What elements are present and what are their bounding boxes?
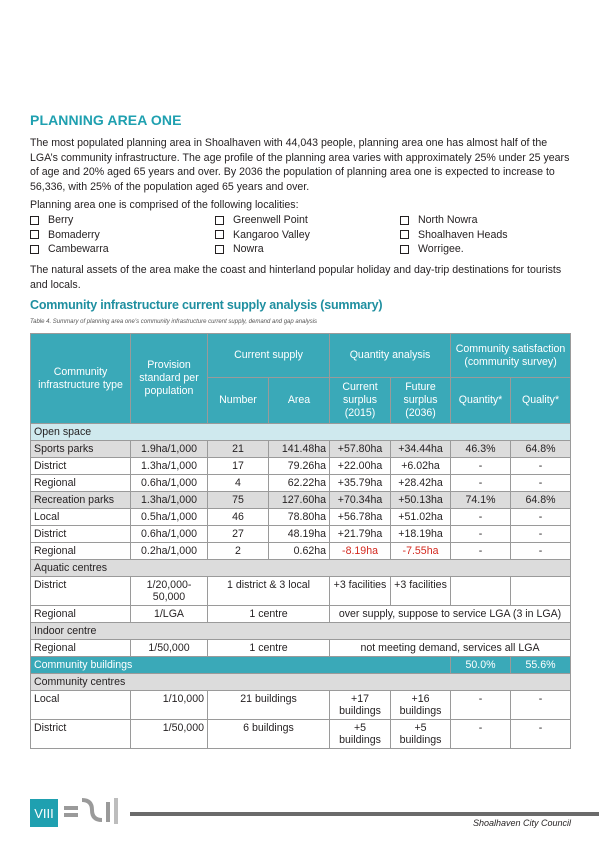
cell: 46.3% bbox=[451, 441, 511, 458]
cell: over supply, suppose to service LGA (3 in LGA) bbox=[330, 606, 571, 623]
cell: 1/50,000 bbox=[131, 720, 208, 749]
checkbox-icon bbox=[30, 230, 39, 239]
cell: +56.78ha bbox=[330, 509, 391, 526]
table-row bbox=[31, 475, 571, 492]
cell: +28.42ha bbox=[391, 475, 451, 492]
negative-value: -8.19ha bbox=[330, 543, 391, 560]
cell bbox=[511, 577, 571, 606]
cell: +57.80ha bbox=[330, 441, 391, 458]
cell bbox=[451, 577, 511, 606]
localities-list bbox=[30, 213, 570, 257]
cell: Local bbox=[31, 691, 131, 720]
table-row bbox=[31, 691, 571, 720]
cell: Regional bbox=[31, 475, 131, 492]
header-quantity-analysis: Quantity analysis bbox=[330, 334, 451, 378]
cell: - bbox=[451, 475, 511, 492]
cell: 0.6ha/1,000 bbox=[131, 526, 208, 543]
cell: +5 buildings bbox=[330, 720, 391, 749]
cell: 1/20,000-50,000 bbox=[131, 577, 208, 606]
cell: +17 buildings bbox=[330, 691, 391, 720]
checkbox-icon bbox=[400, 216, 409, 225]
cell: 50.0% bbox=[451, 657, 511, 674]
negative-value: -7.55ha bbox=[391, 543, 451, 560]
table-row bbox=[31, 509, 571, 526]
group-open-space: Open space bbox=[31, 424, 571, 441]
cell: - bbox=[451, 691, 511, 720]
natural-assets-paragraph: The natural assets of the area make the coast and hinterland popular holiday and day-trip destinations for tourists and locals. bbox=[30, 264, 562, 291]
cell: +6.02ha bbox=[391, 458, 451, 475]
cell: - bbox=[451, 458, 511, 475]
locality-item: Shoalhaven Heads bbox=[400, 228, 570, 243]
header-quality: Quality* bbox=[511, 378, 571, 424]
cell: District bbox=[31, 720, 131, 749]
cell: 1 centre bbox=[208, 606, 330, 623]
checkbox-icon bbox=[400, 245, 409, 254]
cell: - bbox=[511, 458, 571, 475]
locality-item: Cambewarra bbox=[30, 242, 215, 257]
cell: 1.3ha/1,000 bbox=[131, 458, 208, 475]
cell: +21.79ha bbox=[330, 526, 391, 543]
cell: 1 district & 3 local bbox=[208, 577, 330, 606]
cell: - bbox=[511, 543, 571, 560]
page-title: PLANNING AREA ONE bbox=[30, 112, 182, 128]
locality-item: Bomaderry bbox=[30, 228, 215, 243]
cell: 4 bbox=[208, 475, 269, 492]
section-title: Community infrastructure current supply analysis (summary) bbox=[30, 298, 383, 312]
cell: +34.44ha bbox=[391, 441, 451, 458]
cell: 0.6ha/1,000 bbox=[131, 475, 208, 492]
cell: 46 bbox=[208, 509, 269, 526]
cell: 21 bbox=[208, 441, 269, 458]
cell: 17 bbox=[208, 458, 269, 475]
header-quantity: Quantity* bbox=[451, 378, 511, 424]
cell: +22.00ha bbox=[330, 458, 391, 475]
cell: 1.9ha/1,000 bbox=[131, 441, 208, 458]
cell: Regional bbox=[31, 543, 131, 560]
cell: 6 buildings bbox=[208, 720, 330, 749]
cell: 27 bbox=[208, 526, 269, 543]
checkbox-icon bbox=[400, 230, 409, 239]
cell: - bbox=[511, 691, 571, 720]
cell: 127.60ha bbox=[269, 492, 330, 509]
cell: 62.22ha bbox=[269, 475, 330, 492]
cell: 21 buildings bbox=[208, 691, 330, 720]
cell: +35.79ha bbox=[330, 475, 391, 492]
infrastructure-table bbox=[30, 333, 571, 749]
locality-item: Worrigee. bbox=[400, 242, 570, 257]
page-number: VIII bbox=[30, 799, 58, 827]
cell: - bbox=[511, 475, 571, 492]
checkbox-icon bbox=[30, 216, 39, 225]
cell: 0.5ha/1,000 bbox=[131, 509, 208, 526]
cell: +50.13ha bbox=[391, 492, 451, 509]
cell: 74.1% bbox=[451, 492, 511, 509]
cell: 78.80ha bbox=[269, 509, 330, 526]
checkbox-icon bbox=[215, 230, 224, 239]
table-row bbox=[31, 577, 571, 606]
table-row bbox=[31, 606, 571, 623]
checkbox-icon bbox=[215, 216, 224, 225]
cell: +51.02ha bbox=[391, 509, 451, 526]
cell: 1 centre bbox=[208, 640, 330, 657]
header-future-surplus: Future surplus (2036) bbox=[391, 378, 451, 424]
cell: - bbox=[511, 526, 571, 543]
cell: +3 facilities bbox=[330, 577, 391, 606]
header-area: Area bbox=[269, 378, 330, 424]
locality-item: Kangaroo Valley bbox=[215, 228, 400, 243]
cell: +16 buildings bbox=[391, 691, 451, 720]
cell: Regional bbox=[31, 640, 131, 657]
cell: +3 facilities bbox=[391, 577, 451, 606]
checkbox-icon bbox=[30, 245, 39, 254]
cell: - bbox=[511, 720, 571, 749]
table-row bbox=[31, 543, 571, 560]
cell: +70.34ha bbox=[330, 492, 391, 509]
council-logo-icon bbox=[62, 796, 128, 826]
cell: not meeting demand, services all LGA bbox=[330, 640, 571, 657]
locality-item: Berry bbox=[30, 213, 215, 228]
footer-council-name: Shoalhaven City Council bbox=[472, 818, 571, 828]
cell: 141.48ha bbox=[269, 441, 330, 458]
table-row bbox=[31, 657, 571, 674]
cell: Recreation parks bbox=[31, 492, 131, 509]
header-type: Community infrastructure type bbox=[31, 334, 131, 424]
header-current-surplus: Current surplus (2015) bbox=[330, 378, 391, 424]
group-indoor: Indoor centre bbox=[31, 623, 571, 640]
table-row bbox=[31, 720, 571, 749]
cell: 1/LGA bbox=[131, 606, 208, 623]
cell: District bbox=[31, 526, 131, 543]
cell: - bbox=[511, 509, 571, 526]
group-aquatic: Aquatic centres bbox=[31, 560, 571, 577]
header-current-supply: Current supply bbox=[208, 334, 330, 378]
cell: District bbox=[31, 577, 131, 606]
cell: 79.26ha bbox=[269, 458, 330, 475]
cell: 64.8% bbox=[511, 492, 571, 509]
cell: 64.8% bbox=[511, 441, 571, 458]
cell: 55.6% bbox=[511, 657, 571, 674]
cell: 48.19ha bbox=[269, 526, 330, 543]
cell: 0.2ha/1,000 bbox=[131, 543, 208, 560]
locality-item: Nowra bbox=[215, 242, 400, 257]
locality-item: North Nowra bbox=[400, 213, 570, 228]
cell: Sports parks bbox=[31, 441, 131, 458]
cell: Regional bbox=[31, 606, 131, 623]
cell: - bbox=[451, 526, 511, 543]
cell: District bbox=[31, 458, 131, 475]
group-community-centres: Community centres bbox=[31, 674, 571, 691]
intro-paragraph: The most populated planning area in Shoalhaven with 44,043 people, planning area one has almost half of the LGA’s community infrastructure. The age profile of the planning area varies with approximately 25% under 25 years of age and 20% aged 65 years and over. By 2036 the population of planning area one is expected to increase to 56,336, with 25% of the population aged 65 years and over. bbox=[30, 137, 570, 193]
cell: - bbox=[451, 720, 511, 749]
cell: 1/50,000 bbox=[131, 640, 208, 657]
footer-divider bbox=[130, 812, 599, 816]
group-community-buildings: Community buildings bbox=[31, 657, 451, 674]
cell: 2 bbox=[208, 543, 269, 560]
header-standard: Provision standard per population bbox=[131, 334, 208, 424]
table-row bbox=[31, 441, 571, 458]
cell: - bbox=[451, 543, 511, 560]
cell: 1.3ha/1,000 bbox=[131, 492, 208, 509]
cell: 0.62ha bbox=[269, 543, 330, 560]
cell: 1/10,000 bbox=[131, 691, 208, 720]
header-number: Number bbox=[208, 378, 269, 424]
cell: 75 bbox=[208, 492, 269, 509]
table-row bbox=[31, 492, 571, 509]
header-satisfaction: Community satisfaction (community survey) bbox=[451, 334, 571, 378]
cell: Local bbox=[31, 509, 131, 526]
checkbox-icon bbox=[215, 245, 224, 254]
cell: - bbox=[451, 509, 511, 526]
table-row bbox=[31, 640, 571, 657]
table-row bbox=[31, 526, 571, 543]
table-caption: Table 4. Summary of planning area one’s community infrastructure current supply, demand and gap analysis bbox=[30, 319, 318, 325]
table-row bbox=[31, 458, 571, 475]
cell: +18.19ha bbox=[391, 526, 451, 543]
localities-intro: Planning area one is comprised of the following localities: bbox=[30, 199, 299, 211]
locality-item: Greenwell Point bbox=[215, 213, 400, 228]
cell: +5 buildings bbox=[391, 720, 451, 749]
